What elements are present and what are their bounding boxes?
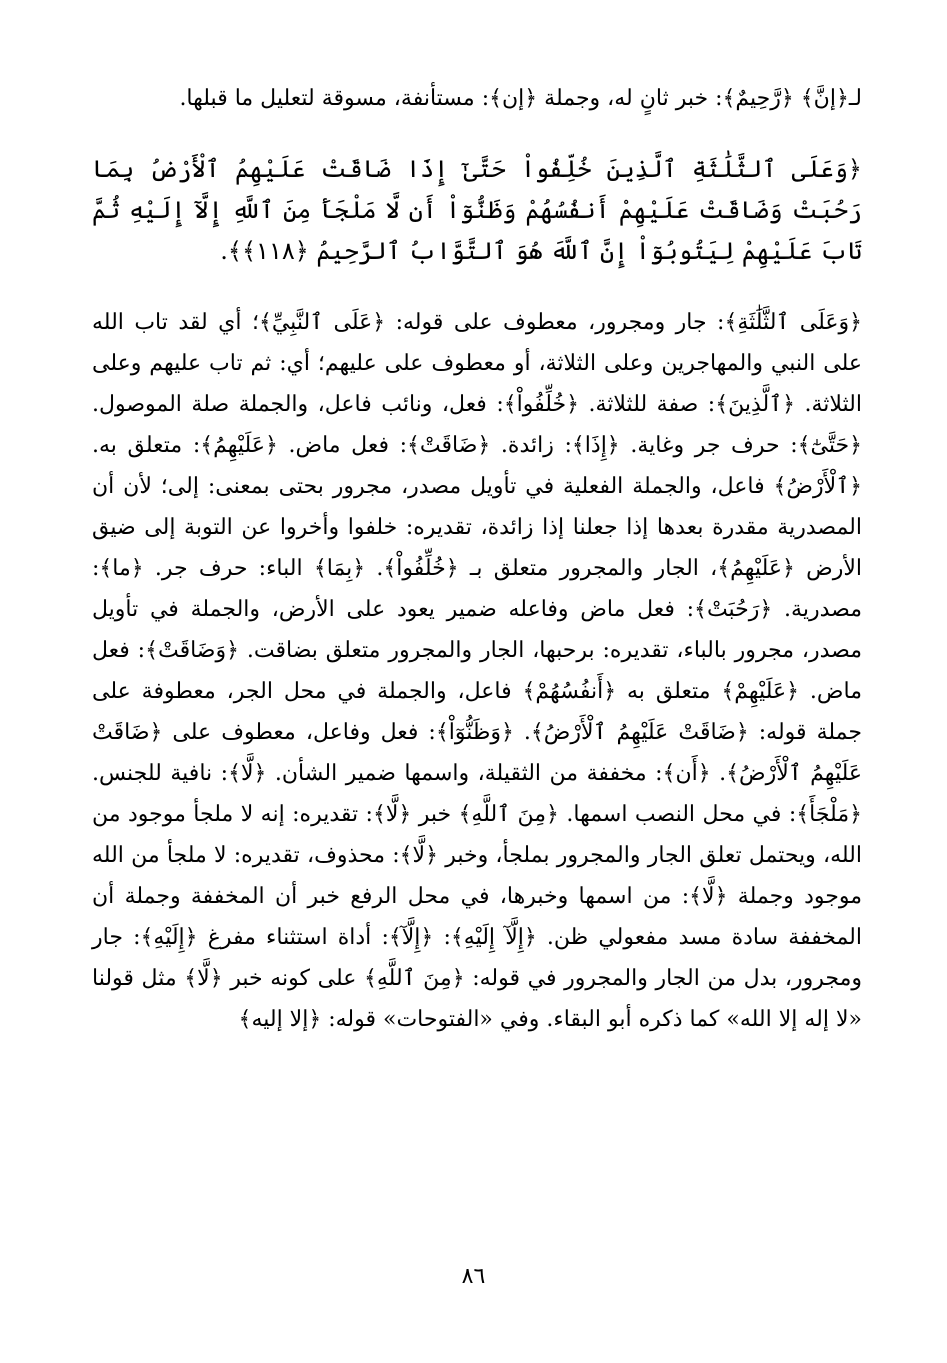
grammatical-analysis: ﴿وَعَلَى ٱلثَّلَٰثَةِ﴾: جار ومجرور، معطوف على قوله: ﴿عَلَى ٱلنَّبِيِّ﴾؛ أي لقد تاب الله على النبي والمهاجرين وعلى الثلاثة، أو معطوف على عليهم؛ أي: ثم تاب عليهم وعلى الثلاثة. ﴿ٱلَّذِينَ﴾: صفة للثلاثة. ﴿خُلِّفُواْ﴾: فعل، ونائب فاعل، والجملة صلة الموصول. ﴿حَتَّىٰٓ﴾: حرف جر وغاية. ﴿إِذَا﴾: زائدة. ﴿ضَاقَتْ﴾: فعل ماض. ﴿عَلَيْهِمُ﴾: متعلق به. ﴿ٱلْأَرْضُ﴾ فاعل، والجملة الفعلية في تأويل مصدر، مجرور بحتى بمعنى: إلى؛ لأن أن المصدرية مقدرة بعدها إذا جعلنا إذا زائدة، تقديره: خلفوا وأخروا عن التوبة إلى ضيق الأرض ﴿عَلَيْهِمُ﴾، الجار والمجرور متعلق بـ ﴿خُلِّفُواْ﴾. ﴿بِمَا﴾ الباء: حرف جر. ﴿ما﴾: مصدرية. ﴿رَحُبَتْ﴾: فعل ماض وفاعله ضمير يعود على الأرض، والجملة في تأويل مصدر، مجرور بالباء، تقديره: برحبها، الجار والمجرور متعلق بضاقت. ﴿وَضَاقَتْ﴾: فعل ماض. ﴿عَلَيْهِمْ﴾ متعلق به ﴿أَنفُسُهُمْ﴾ فاعل، والجملة في محل الجر، معطوفة على جملة قوله: ﴿ضَاقَتْ عَلَيْهِمُ ٱلْأَرْضُ﴾. ﴿وَظَنُّوٓاْ﴾: فعل وفاعل، معطوف على ﴿ضَاقَتْ عَلَيْهِمُ ٱلْأَرْضُ﴾. ﴿أَن﴾: مخففة من الثقيلة، واسمها ضمير الشأن. ﴿لَّا﴾: نافية للجنس. ﴿مَلْجَأَ﴾: في محل النصب اسمها. ﴿مِنَ ٱللَّهِ﴾ خبر ﴿لَّا﴾: تقديره: إنه لا ملجأ موجود من الله، ويحتمل تعلق الجار والمجرور بملجأ، وخبر ﴿لَّا﴾: محذوف، تقديره: لا ملجأ من الله موجود وجملة ﴿لَّا﴾: من اسمها وخبرها، في محل الرفع خبر أن المخففة وجملة أن المخففة سادة مسد مفعولي ظن. ﴿إِلَّآ إِلَيْهِ﴾: ﴿إِلَّآ﴾: أداة استثناء مفرغ ﴿إِلَيْهِ﴾: جار ومجرور، بدل من الجار والمجرور في قوله: ﴿مِنَ ٱللَّهِ﴾ على كونه خبر ﴿لَّا﴾ مثل قولنا «لا إله إلا الله» كما ذكره أبو البقاء. وفي «الفتوحات» قوله: ﴿إلا إليه﴾ — [92, 310, 863, 1032]
quran-verse: ﴿وَعَلَى ٱلثَّلَٰثَةِ ٱلَّذِينَ خُلِّفُواْ حَتَّىٰٓ إِذَا ضَاقَتْ عَلَيْهِمُ ٱلْأَرْضُ بِمَا رَحُبَتْ وَضَاقَتْ عَلَيْهِمْ أَنفُسُهُمْ وَظَنُّوٓاْ أَن لَّا مَلْجَأَ مِنَ ٱللَّهِ إِلَّآ إِلَيْهِ ثُمَّ تَابَ عَلَيْهِمْ لِيَتُوبُوٓاْ إِنَّ ٱللَّهَ هُوَ ٱلتَّوَّابُ ٱلرَّحِيمُ ﴿١١٨﴾﴾. — [92, 155, 862, 265]
page-number: ٨٦ — [461, 1264, 486, 1289]
page-body — [92, 78, 862, 1040]
commentary-continuation: لـ﴿إنَّ﴾ ﴿رَّحِيمٌ﴾: خبر ثانٍ له، وجملة ﴿إن﴾: مستأنفة، مسوقة لتعليل ما قبلها. — [179, 86, 862, 111]
